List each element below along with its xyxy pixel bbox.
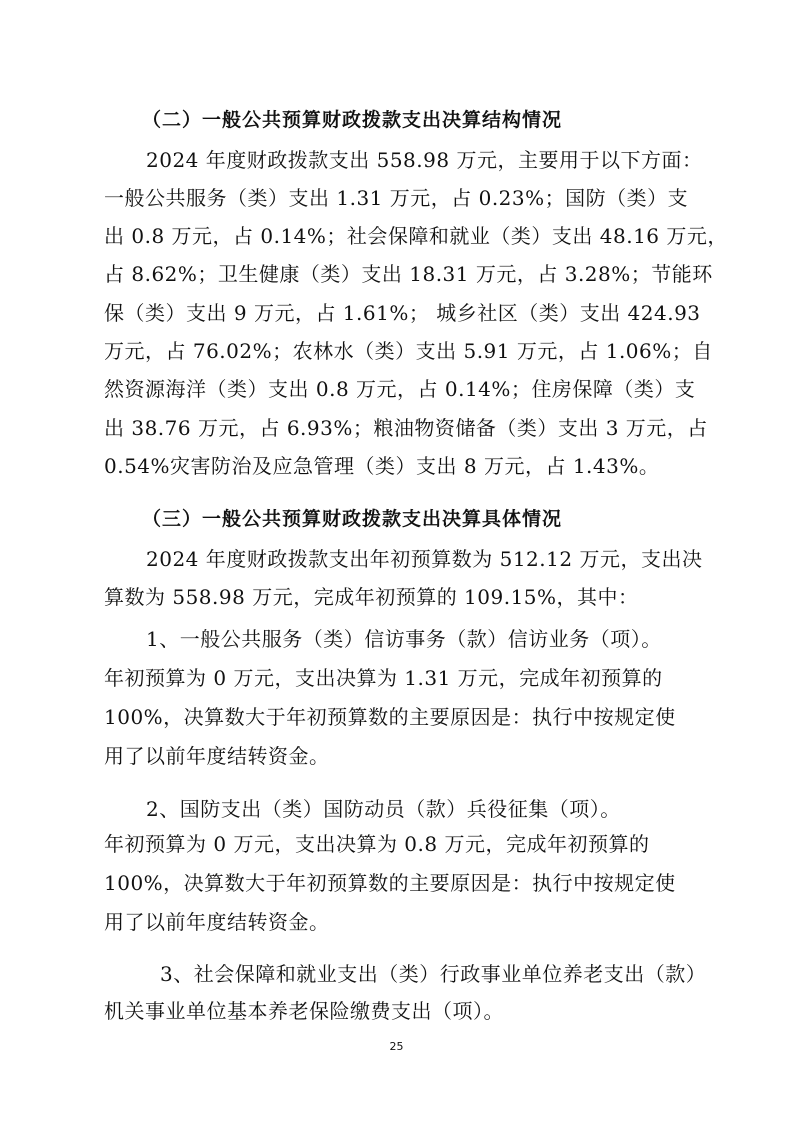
- section2-line: 占 8.62%；卫生健康（类）支出 18.31 万元，占 3.28%；节能环: [104, 262, 713, 286]
- item2-line: 2、国防支出（类）国防动员（款）兵役征集（项）。: [146, 797, 621, 821]
- section2-line: 保（类）支出 9 万元，占 1.61%； 城乡社区（类）支出 424.93: [104, 301, 701, 325]
- section2-line: 然资源海洋（类）支出 0.8 万元，占 0.14%；住房保障（类）支: [104, 377, 696, 401]
- section2-line: 0.54%灾害防治及应急管理（类）支出 8 万元，占 1.43%。: [104, 454, 660, 478]
- section2-line: 出 38.76 万元，占 6.93%；粮油物资储备（类）支出 3 万元，占: [104, 416, 708, 440]
- page-number: 25: [389, 1040, 404, 1053]
- item3-line: 机关事业单位基本养老保险缴费支出（项）。: [104, 999, 504, 1023]
- section2-line: 万元，占 76.02%；农林水（类）支出 5.91 万元，占 1.06%；自: [104, 339, 713, 363]
- item3-line: 3、社会保障和就业支出（类）行政事业单位养老支出（款）: [160, 962, 707, 986]
- item2-line: 100%，决算数大于年初预算数的主要原因是：执行中按规定使: [104, 871, 676, 895]
- item2-line: 年初预算为 0 万元，支出决算为 0.8 万元，完成年初预算的: [104, 832, 650, 856]
- section2-heading: （二）一般公共预算财政拨款支出决算结构情况: [142, 109, 563, 131]
- section3-heading: （三）一般公共预算财政拨款支出决算具体情况: [142, 508, 563, 530]
- section2-line: 出 0.8 万元，占 0.14%；社会保障和就业（类）支出 48.16 万元，: [104, 224, 728, 248]
- item1-line: 用了以前年度结转资金。: [104, 744, 330, 768]
- item1-line: 1、一般公共服务（类）信访事务（款）信访业务（项）。: [146, 627, 662, 651]
- section2-line: 2024 年度财政拨款支出 558.98 万元，主要用于以下方面：: [146, 148, 703, 172]
- item2-line: 用了以前年度结转资金。: [104, 910, 330, 934]
- item1-line: 100%，决算数大于年初预算数的主要原因是：执行中按规定使: [104, 705, 676, 729]
- section2-line: 一般公共服务（类）支出 1.31 万元，占 0.23%；国防（类）支: [104, 186, 689, 210]
- item1-line: 年初预算为 0 万元，支出决算为 1.31 万元，完成年初预算的: [104, 666, 663, 690]
- section3-intro-line: 2024 年度财政拨款支出年初预算数为 512.12 万元，支出决: [146, 547, 703, 571]
- section3-intro-line: 算数为 558.98 万元，完成年初预算的 109.15%，其中：: [104, 585, 639, 609]
